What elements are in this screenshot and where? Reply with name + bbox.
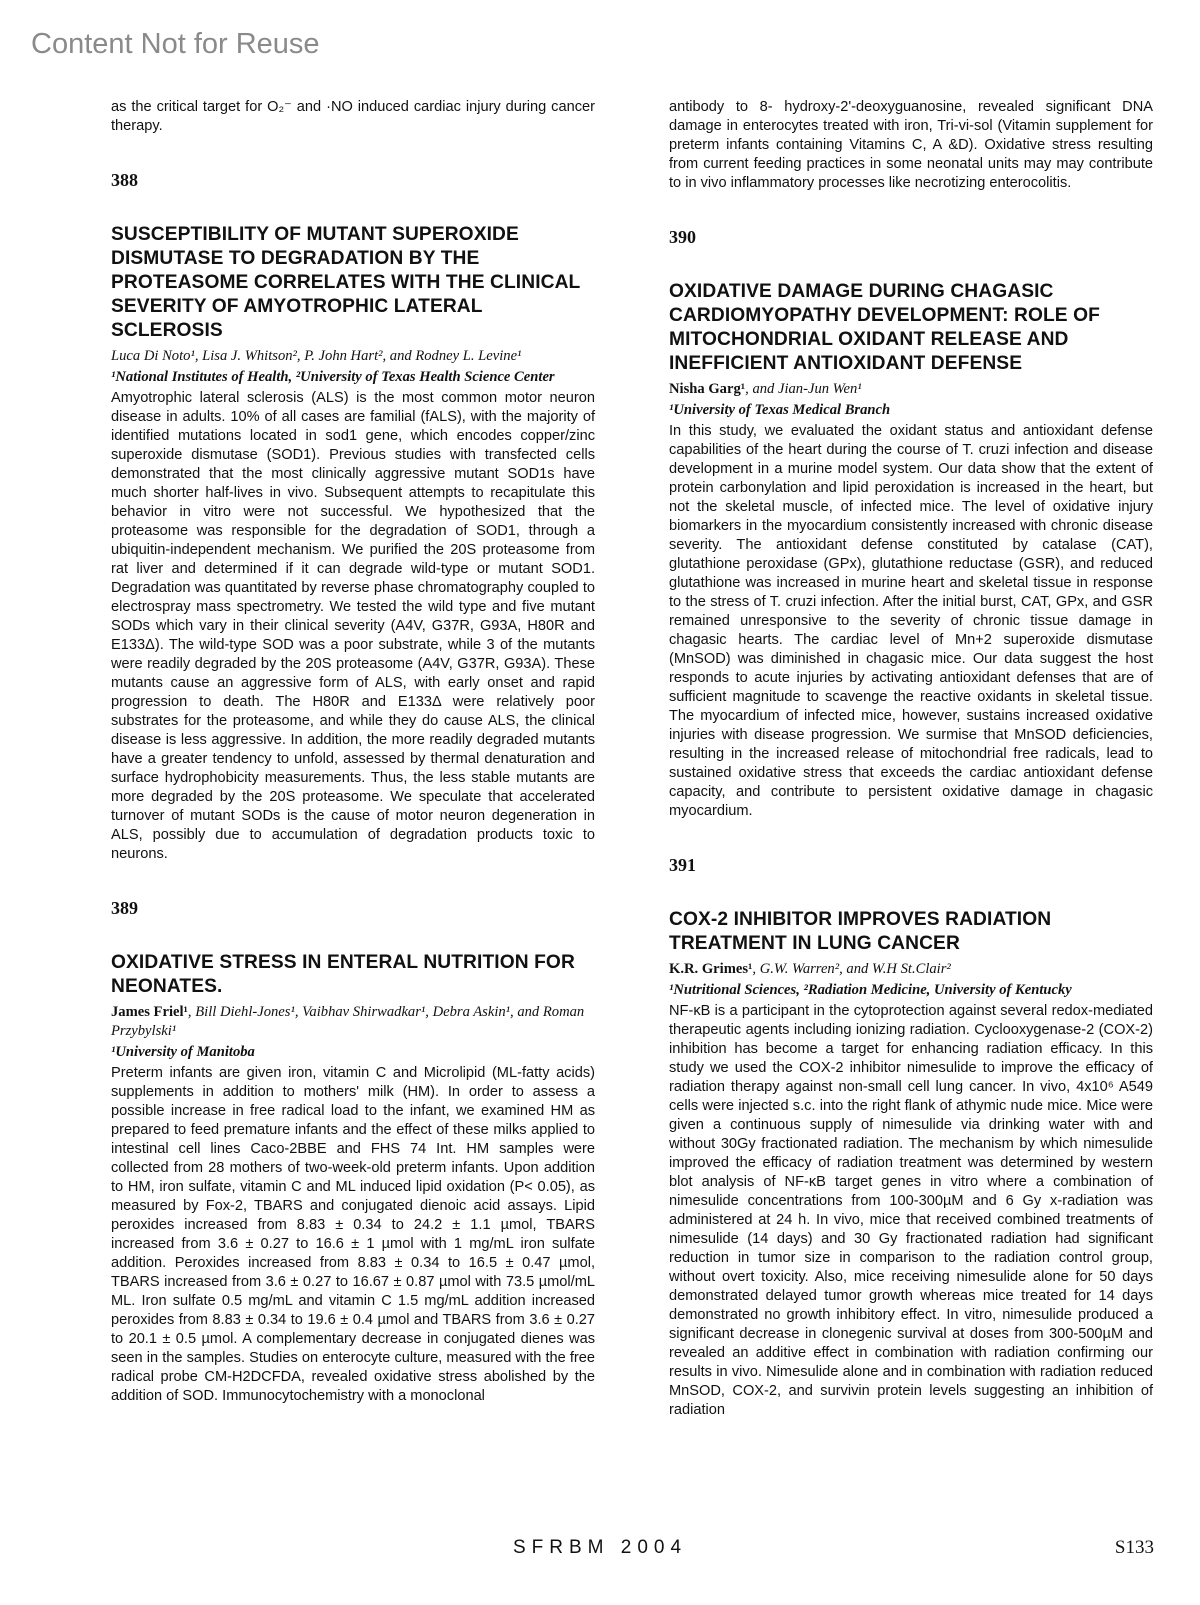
abstract-number: 390 bbox=[669, 227, 696, 247]
continuation-text: antibody to 8- hydroxy-2'-deoxyguanosine, revealed significant DNA damage in enterocytes treated with iron, Tri-vi-sol (Vitamin supplement for preterm infants containing Vitamins C, A &D). Oxidative stress resulting from current feeding practices in some neonatal units may may contribute to in vivo inflammatory processes like necrotizing enterocolitis. bbox=[669, 99, 1153, 191]
footer-conference: SFRBM 2004 bbox=[512, 1537, 688, 1558]
abstract-title: OXIDATIVE STRESS IN ENTERAL NUTRITION FOR NEONATES. bbox=[111, 952, 575, 997]
abstract-body: Amyotrophic lateral sclerosis (ALS) is the most common motor neuron disease in adults. 10% of all cases are familial (fALS), with the majority of identified mutations located in sod1 gene, which encodes copper/zinc superoxide dismutase (SOD1). Previous studies with transfected cells demonstrated that the most clinically aggressive mutant SOD1s have much shorter half-lives in vivo. Subsequent attempts to recapitulate this behavior in vitro were not successful. We hypothesized that the proteasome was responsible for the degradation of SOD1, through a ubiquitin-independent mechanism. We purified the 20S proteasome from rat liver and determined if it can degrade wild-type or mutant SOD1. Degradation was quantitated by reverse phase chromatography coupled to electrospray mass spectrometry. We tested the wild type and five mutant SODs which vary in their clinical severity (A4V, G37R, G93A, H80R and E133Δ). The wild-type SOD was a poor substrate, while 3 of the mutants were readily degraded by the 20S proteasome (A4V, G37R, G93A). These mutants cause an aggressive form of ALS, with early onset and rapid progression to death. The H80R and E133Δ were relatively poor substrates for the proteasome, and while they do cause ALS, the clinical disease is less aggressive. In addition, the more readily degraded mutants have a greater tendency to unfold, assessed by thermal denaturation and surface hydrophobicity measurements. Thus, the less stable mutants are more degraded by the 20S proteasome. We speculate that accelerated turnover of mutant SODs is the cause of motor neuron degeneration in ALS, possibly due to accumulation of degradation products toxic to neurons. bbox=[111, 390, 595, 862]
continuation-text: as the critical target for O₂⁻ and ·NO induced cardiac injury during cancer therapy. bbox=[111, 99, 595, 134]
abstract-390 bbox=[669, 227, 1153, 821]
abstract-authors bbox=[669, 380, 1153, 399]
abstract-authors bbox=[669, 960, 1153, 979]
abstract-body: In this study, we evaluated the oxidant status and antioxidant defense capabilities of the heart during the course of T. cruzi infection and disease development in a murine model system. Our data show that the extent of protein carbonylation and lipid peroxidation is increased in the heart, but not the skeletal muscle, of infected mice. The level of oxidative injury biomarkers in the myocardium consistently increased with chronic disease severity. The antioxidant defense constituted by catalase (CAT), glutathione peroxidase (GPx), glutathione reductase (GSR), and reduced glutathione was increased in murine heart and skeletal tissue in response to the stress of T. cruzi infection. After the initial burst, CAT, GPx, and GSR remained unresponsive to the severity of chronic tissue damage in chagasic hearts. The cardiac level of Mn+2 superoxide dismutase (MnSOD) was diminished in chagasic mice. Our data suggest the host responds to acute injuries by activating antioxidant defenses that are of sufficient magnitude to scavenge the reactive oxidants in skeletal tissue. The myocardium of infected mice, however, sustains increased oxidative injuries with disease progression. We surmise that MnSOD deficiencies, resulting in the increased release of mitochondrial free radicals, lead to sustained oxidative stress that exceeds the cardiac antioxidant defense capacity, and contribute to persistent oxidative damage in chagasic myocardium. bbox=[669, 423, 1153, 819]
abstract-body: Preterm infants are given iron, vitamin C and Microlipid (ML-fatty acids) supplements in addition to mothers' milk (HM). In order to assess a possible increase in free radical load to the infant, we examined HM as prepared to feed premature infants and the effect of these milks applied to intestinal cell lines Caco-2BBE and FHS 74 Int. HM samples were collected from 28 mothers of two-week-old preterm infants. Upon addition to HM, iron sulfate, vitamin C and ML induced lipid oxidation (P< 0.05), as measured by Fox-2, TBARS and conjugated dienoic acid assays. Lipid peroxides increased from 8.83 ± 0.34 to 24.2 ± 1.1 µmol, TBARS increased from 3.6 ± 0.27 to 16.6 ± 1 µmol with 1 mg/mL iron sulfate addition. Peroxides increased from 8.83 ± 0.34 to 16.5 ± 0.47 µmol, TBARS increased from 3.6 ± 0.27 to 16.67 ± 0.87 µmol with 73.5 µmol/mL ML. Iron sulfate 0.5 mg/mL and vitamin C 1.5 mg/mL addition increased peroxides from 8.83 ± 0.34 to 19.6 ± 0.4 µmol and TBARS from 3.6 ± 0.27 to 20.1 ± 0.5 µmol. A complementary decrease in conjugated dienes was seen in the samples. Studies on enterocyte culture, measured with the free radical probe CM-H2DCFDA, revealed oxidative stress abolished by the addition of SOD. Immunocytochemistry with a monoclonal bbox=[111, 1065, 595, 1404]
co-authors: , Bill Diehl-Jones¹, Vaibhav Shirwadkar¹, Debra Askin¹, and Roman Przybylski¹ bbox=[111, 1004, 585, 1039]
abstract-affiliation: ¹University of Texas Medical Branch bbox=[669, 402, 891, 418]
footer-page-number: S133 bbox=[1114, 1537, 1154, 1558]
abstract-number: 388 bbox=[111, 170, 138, 190]
watermark: Content Not for Reuse bbox=[31, 28, 320, 60]
abstract-title: SUSCEPTIBILITY OF MUTANT SUPEROXIDE DISMUTASE TO DEGRADATION BY THE PROTEASOME CORRELATES WITH THE CLINICAL SEVERITY OF AMYOTROPHIC LATERAL SCLEROSIS bbox=[111, 224, 581, 341]
right-column bbox=[669, 98, 1153, 1420]
co-authors: , G.W. Warren², and W.H St.Clair² bbox=[752, 961, 951, 977]
abstract-affiliation: ¹Nutritional Sciences, ²Radiation Medicine, University of Kentucky bbox=[669, 982, 1072, 998]
abstract-388 bbox=[111, 170, 595, 864]
co-authors: , and Jian-Jun Wen¹ bbox=[745, 381, 862, 397]
lead-author: Nisha Garg¹ bbox=[669, 381, 746, 397]
lead-author: K.R. Grimes¹ bbox=[669, 961, 753, 977]
abstract-title: COX-2 INHIBITOR IMPROVES RADIATION TREATMENT IN LUNG CANCER bbox=[669, 909, 1052, 954]
abstract-authors: Luca Di Noto¹, Lisa J. Whitson², P. John Hart², and Rodney L. Levine¹ bbox=[111, 348, 522, 364]
abstract-391 bbox=[669, 855, 1153, 1420]
abstract-body: NF-κB is a participant in the cytoprotection against several redox-mediated therapeutic agents including ionizing radiation. Cyclooxygenase-2 (COX-2) inhibition has become a target for enhancing radiation efficacy. In this study we used the COX-2 inhibitor nimesulide to improve the efficacy of radiation therapy against non-small cell lung cancer. In vivo, 4x10⁶ A549 cells were injected s.c. into the right flank of athymic nude mice. Mice were given a continuous supply of nimesulide via drinking water with and without 30Gy fractionated radiation. The mechanism by which nimesulide improved the efficacy of radiation treatment was determined by western blot analysis of NF-κB target genes in vitro where a combination of nimesulide concentrations from 100-300µM and 6 Gy x-radiation was administered at 24 h. In vivo, mice that received combined treatments of nimesulide (14 days) and 30 Gy fractionated radiation had significant reduction in tumor size in comparison to the radiation control group, without overt toxicity. Also, mice receiving nimesulide alone for 50 days demonstrated delayed tumor growth whereas mice treated for 14 days demonstrated no growth inhibitory effect. In vitro, nimesulide produced a significant decrease in clonegenic survival at doses from 300-500µM and revealed an additive effect in combination with radiation confirming our results in vivo. Nimesulide alone and in combination with radiation reduced MnSOD, COX-2, and survivin protein levels suggesting an inhibition of radiation bbox=[669, 1003, 1153, 1418]
lead-author: James Friel¹ bbox=[111, 1004, 188, 1020]
abstract-number: 389 bbox=[111, 898, 138, 918]
left-column bbox=[111, 98, 595, 1406]
abstract-number: 391 bbox=[669, 855, 696, 875]
abstract-389 bbox=[111, 898, 595, 1406]
abstract-title: OXIDATIVE DAMAGE DURING CHAGASIC CARDIOMYOPATHY DEVELOPMENT: ROLE OF MITOCHONDRIAL OXIDANT RELEASE AND INEFFICIENT ANTIOXIDANT DEFENSE bbox=[669, 281, 1100, 374]
abstract-affiliation: ¹University of Manitoba bbox=[111, 1044, 255, 1060]
abstract-affiliation: ¹National Institutes of Health, ²University of Texas Health Science Center bbox=[111, 369, 555, 385]
abstract-authors bbox=[111, 1003, 595, 1041]
